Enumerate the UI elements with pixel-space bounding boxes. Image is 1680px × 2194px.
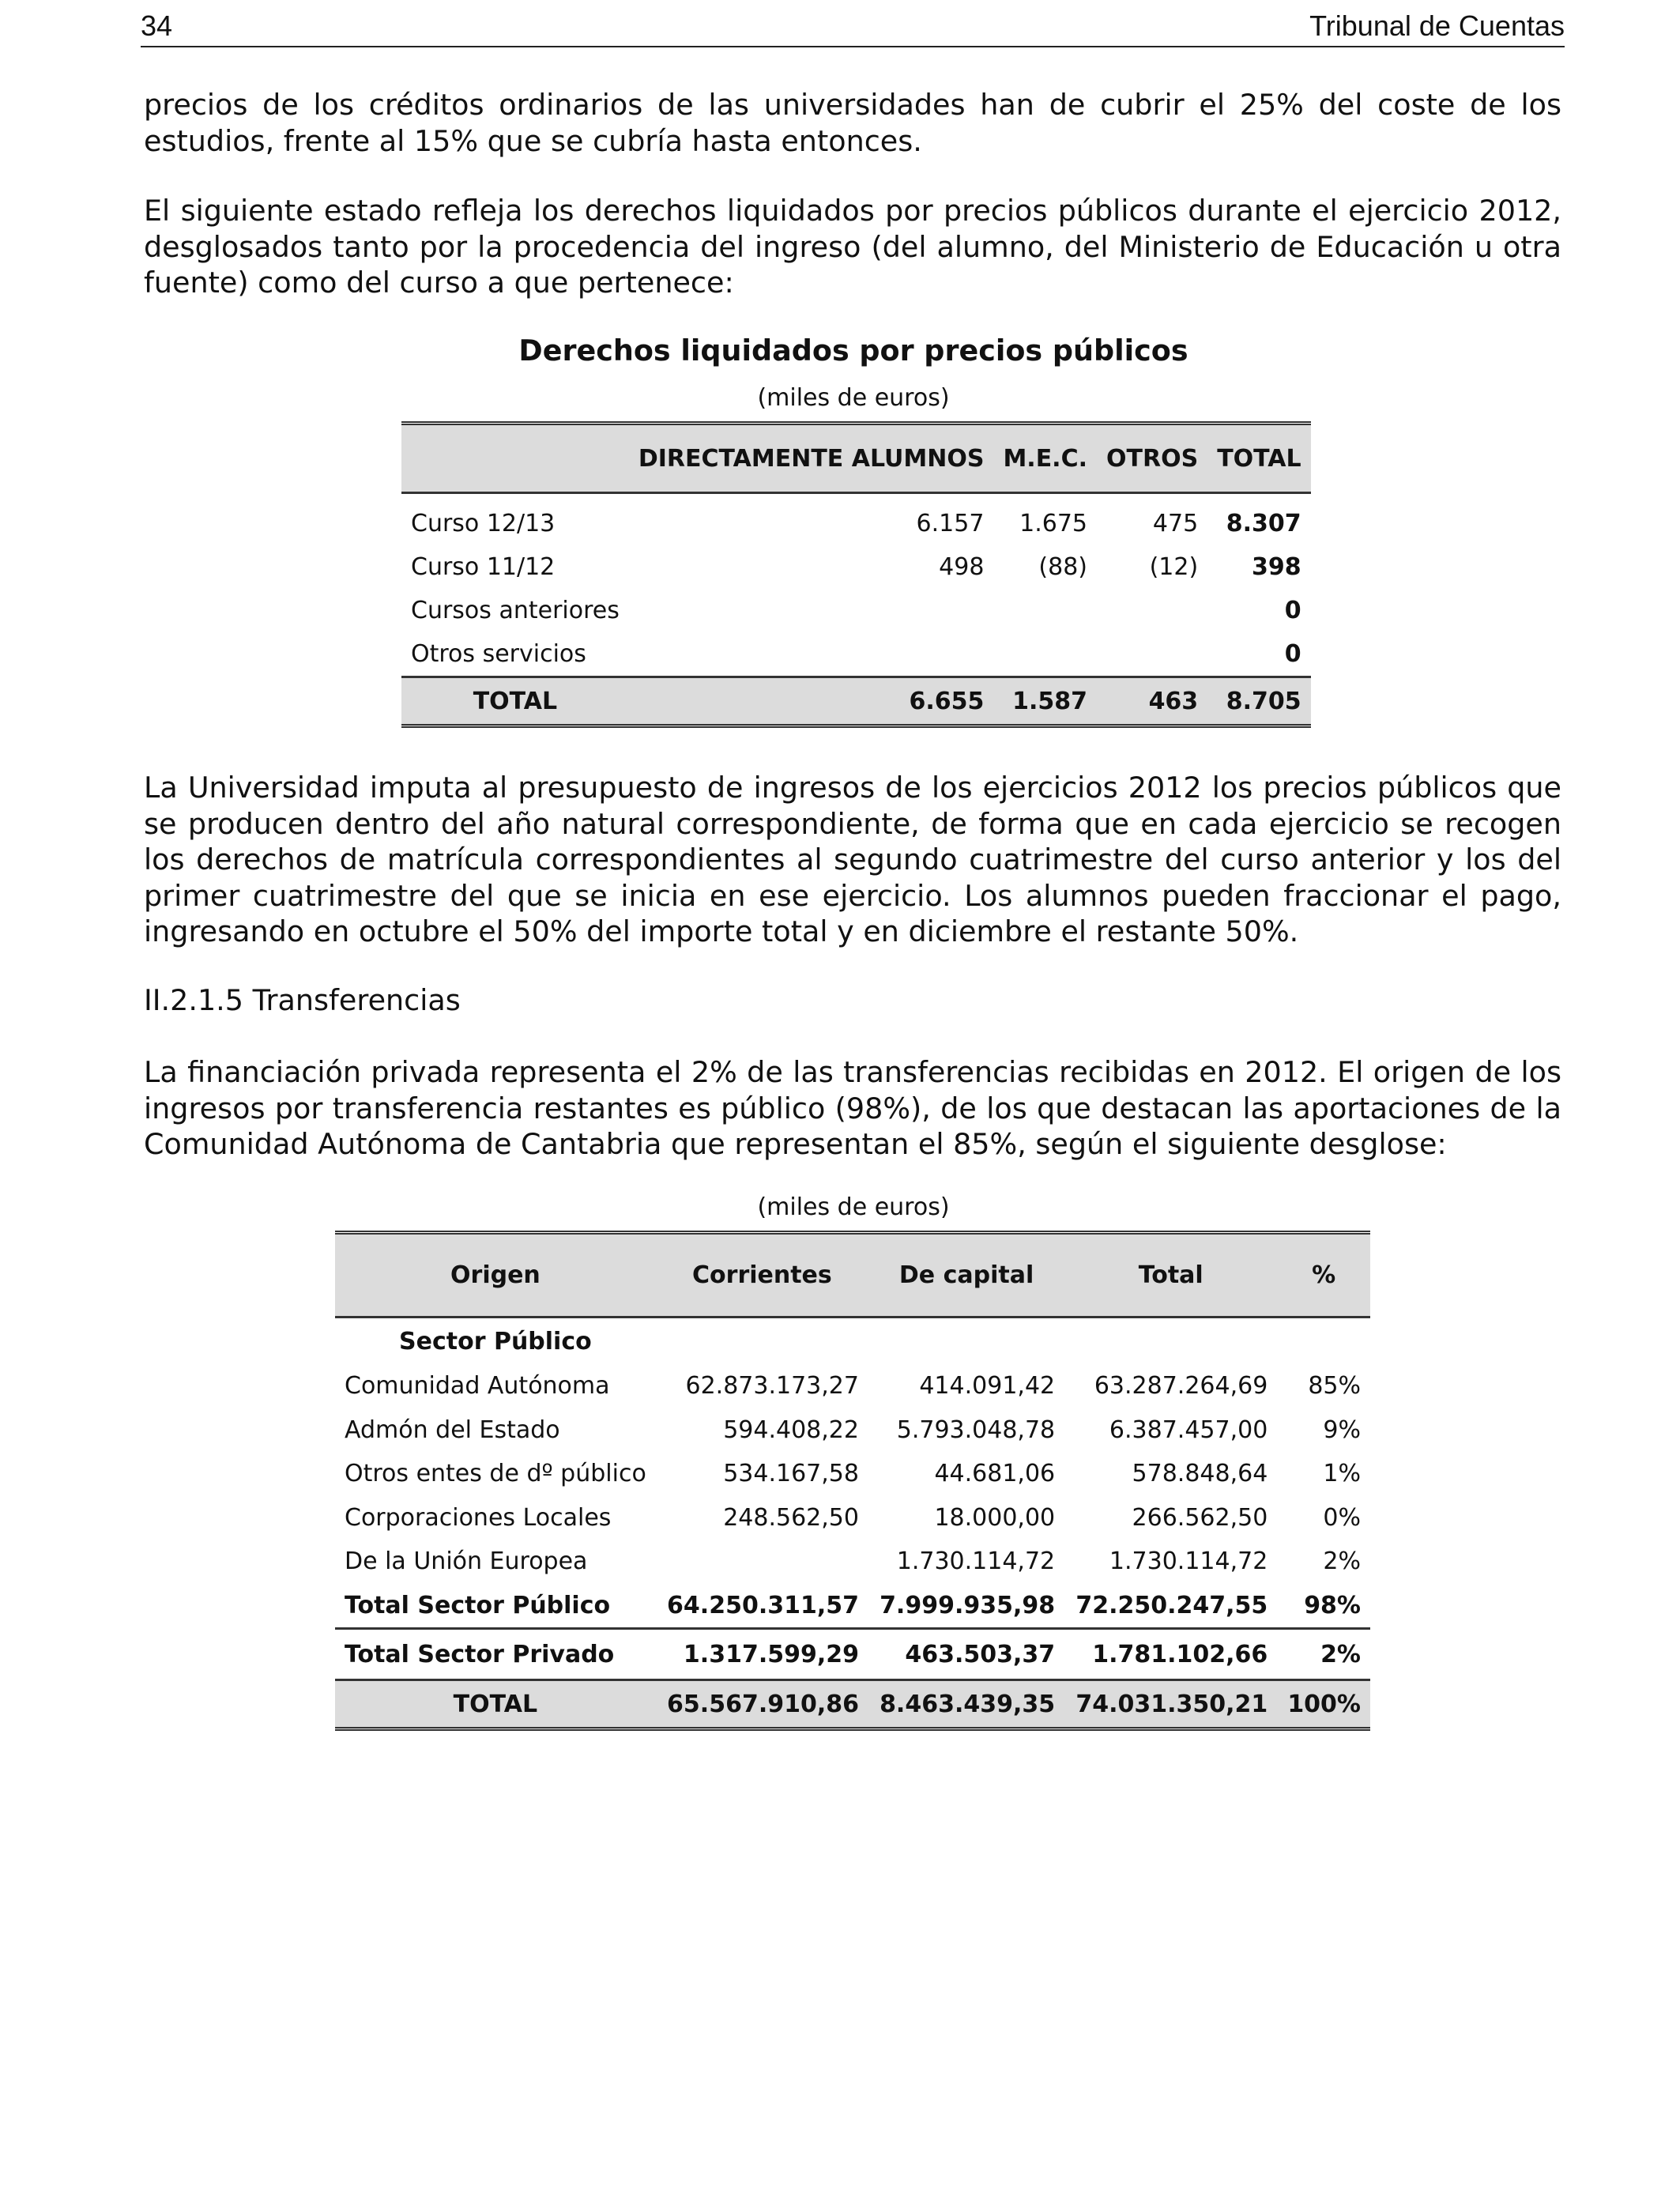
table-cell: 98%: [1277, 1584, 1370, 1629]
total-sector-publico-row: [335, 1584, 1370, 1629]
column-header: OTROS: [1097, 424, 1207, 493]
row-label: Total Sector Privado: [345, 1640, 615, 1668]
table-cell: 1.587: [993, 677, 1097, 726]
table-cell: [993, 632, 1097, 677]
column-header: %: [1277, 1233, 1370, 1318]
table-cell: 463: [1097, 677, 1207, 726]
table-cell: 0: [1284, 597, 1301, 624]
row-label: Curso 12/13: [411, 510, 556, 537]
table-row: [335, 1364, 1370, 1408]
table2-units: (miles de euros): [757, 1193, 950, 1221]
table1-title: Derechos liquidados por precios públicos: [518, 334, 1188, 368]
column-header: Total: [1064, 1233, 1277, 1318]
column-header: [401, 424, 629, 493]
section-row: [335, 1318, 1370, 1365]
column-header: DIRECTAMENTE ALUMNOS: [629, 424, 994, 493]
table-row: [401, 632, 1311, 677]
table-cell: 74.031.350,21: [1064, 1680, 1277, 1729]
table-cell: 266.562,50: [1132, 1503, 1268, 1532]
table-cell: (88): [1038, 553, 1087, 581]
row-label: Otros entes de dº público: [345, 1460, 646, 1488]
table-cell: 1.317.599,29: [683, 1640, 859, 1668]
table-cell: 1.781.102,66: [1092, 1640, 1268, 1668]
table-cell: [1097, 589, 1207, 632]
section-label: Sector Público: [399, 1327, 592, 1355]
table1-units: (miles de euros): [757, 384, 950, 412]
table-cell: 18.000,00: [934, 1503, 1056, 1532]
table-row: [401, 589, 1311, 632]
table-cell: [656, 1540, 868, 1584]
table-cell: 5.793.048,78: [896, 1416, 1056, 1444]
table-cell: 463.503,37: [905, 1640, 1056, 1668]
table-cell: 100%: [1277, 1680, 1370, 1729]
row-label: TOTAL: [335, 1680, 656, 1729]
table-cell: [1097, 632, 1207, 677]
row-label: Admón del Estado: [345, 1416, 560, 1444]
table-row: [335, 1540, 1370, 1584]
table-cell: 65.567.910,86: [656, 1680, 868, 1729]
table-cell: 2%: [1320, 1640, 1361, 1668]
table-cell: 2%: [1323, 1547, 1361, 1576]
table-derechos-liquidados: [401, 421, 1311, 728]
row-label: Curso 11/12: [411, 553, 556, 581]
paragraph-1: precios de los créditos ordinarios de las universidades han de cubrir el 25% del coste de los estudios, frente al 15% que se cubría hasta entonces.: [144, 88, 1561, 158]
section-heading: II.2.1.5 Transferencias: [144, 983, 461, 1017]
table-cell: 64.250.311,57: [656, 1584, 868, 1629]
column-header: De capital: [868, 1233, 1064, 1318]
table-cell: 1.730.114,72: [1109, 1547, 1268, 1576]
table-cell: 6.655: [629, 677, 994, 726]
table-cell: 398: [1252, 553, 1301, 581]
table-cell: [993, 589, 1097, 632]
table-cell: 7.999.935,98: [868, 1584, 1064, 1629]
table-cell: (12): [1149, 553, 1199, 581]
paragraph-4: La financiación privada representa el 2% de las transferencias recibidas en 2012. El origen de los ingresos por transferencia restantes es público (98%), de los que destacan las aportaciones de la Comunidad Autónoma de Cantabria que representan el 85%, según el siguiente desglose:: [144, 1055, 1561, 1161]
table-transferencias: [335, 1231, 1370, 1731]
table-row: [335, 1408, 1370, 1453]
table-cell: 85%: [1308, 1372, 1361, 1400]
table-row: [335, 1452, 1370, 1496]
table-cell: 44.681,06: [934, 1460, 1056, 1488]
table-cell: 62.873.173,27: [685, 1372, 859, 1400]
table-row: [401, 493, 1311, 546]
table-cell: 578.848,64: [1132, 1460, 1268, 1488]
row-label: Comunidad Autónoma: [345, 1372, 610, 1400]
table-cell: 534.167,58: [723, 1460, 859, 1488]
table-total-row: [335, 1680, 1370, 1729]
page-number: 34: [141, 9, 173, 42]
row-label: TOTAL: [401, 677, 629, 726]
table-cell: 248.562,50: [723, 1503, 859, 1532]
table-cell: 594.408,22: [723, 1416, 859, 1444]
row-label: Otros servicios: [411, 640, 586, 668]
organization-name: Tribunal de Cuentas: [1309, 9, 1565, 42]
table-cell: 63.287.264,69: [1094, 1372, 1268, 1400]
row-label: De la Unión Europea: [345, 1547, 588, 1576]
table-cell: 8.463.439,35: [868, 1680, 1064, 1729]
table-cell: 1.675: [1019, 510, 1087, 537]
paragraph-2: El siguiente estado refleja los derechos liquidados por precios públicos durante el ejercicio 2012, desglosados tanto por la procedencia del ingreso (del alumno, del Ministerio de Educación u otra fuente) como del curso a que pertenece:: [144, 194, 1561, 300]
paragraph-3: La Universidad imputa al presupuesto de ingresos de los ejercicios 2012 los precios públicos que se producen dentro del año natural correspondiente, de forma que en cada ejercicio se recogen los derechos de matrícula correspondientes al segundo cuatrimestre del curso anterior y los del primer cuatrimestre del que se inicia en ese ejercicio. Los alumnos pueden fraccionar el pago, ingresando en octubre el 50% del importe total y en diciembre el restante 50%.: [144, 771, 1561, 948]
table-cell: 1.730.114,72: [896, 1547, 1056, 1576]
table-header-row: [335, 1233, 1370, 1318]
table-cell: 0: [1284, 640, 1301, 668]
table-header-row: [401, 424, 1311, 493]
row-label: Cursos anteriores: [411, 597, 620, 624]
table-row: [401, 545, 1311, 589]
column-header: TOTAL: [1207, 424, 1310, 493]
page-header: [141, 5, 1565, 47]
table-cell: 498: [939, 553, 985, 581]
table-cell: 414.091,42: [919, 1372, 1056, 1400]
table-cell: 72.250.247,55: [1064, 1584, 1277, 1629]
table-cell: 6.157: [916, 510, 985, 537]
table-row: [335, 1496, 1370, 1540]
row-label: Corporaciones Locales: [345, 1503, 612, 1532]
table-cell: 1%: [1323, 1460, 1361, 1488]
column-header: Origen: [335, 1233, 656, 1318]
total-sector-privado-row: [335, 1629, 1370, 1680]
column-header: Corrientes: [656, 1233, 868, 1318]
table-cell: [629, 589, 994, 632]
table-cell: 8.705: [1207, 677, 1310, 726]
table-cell: 9%: [1323, 1416, 1361, 1444]
table-cell: 0%: [1323, 1503, 1361, 1532]
table-cell: 8.307: [1226, 510, 1301, 537]
table-cell: 475: [1152, 510, 1199, 537]
table-cell: [629, 632, 994, 677]
column-header: M.E.C.: [993, 424, 1097, 493]
table-cell: 6.387.457,00: [1109, 1416, 1268, 1444]
row-label: Total Sector Público: [335, 1584, 656, 1629]
table-total-row: [401, 677, 1311, 726]
